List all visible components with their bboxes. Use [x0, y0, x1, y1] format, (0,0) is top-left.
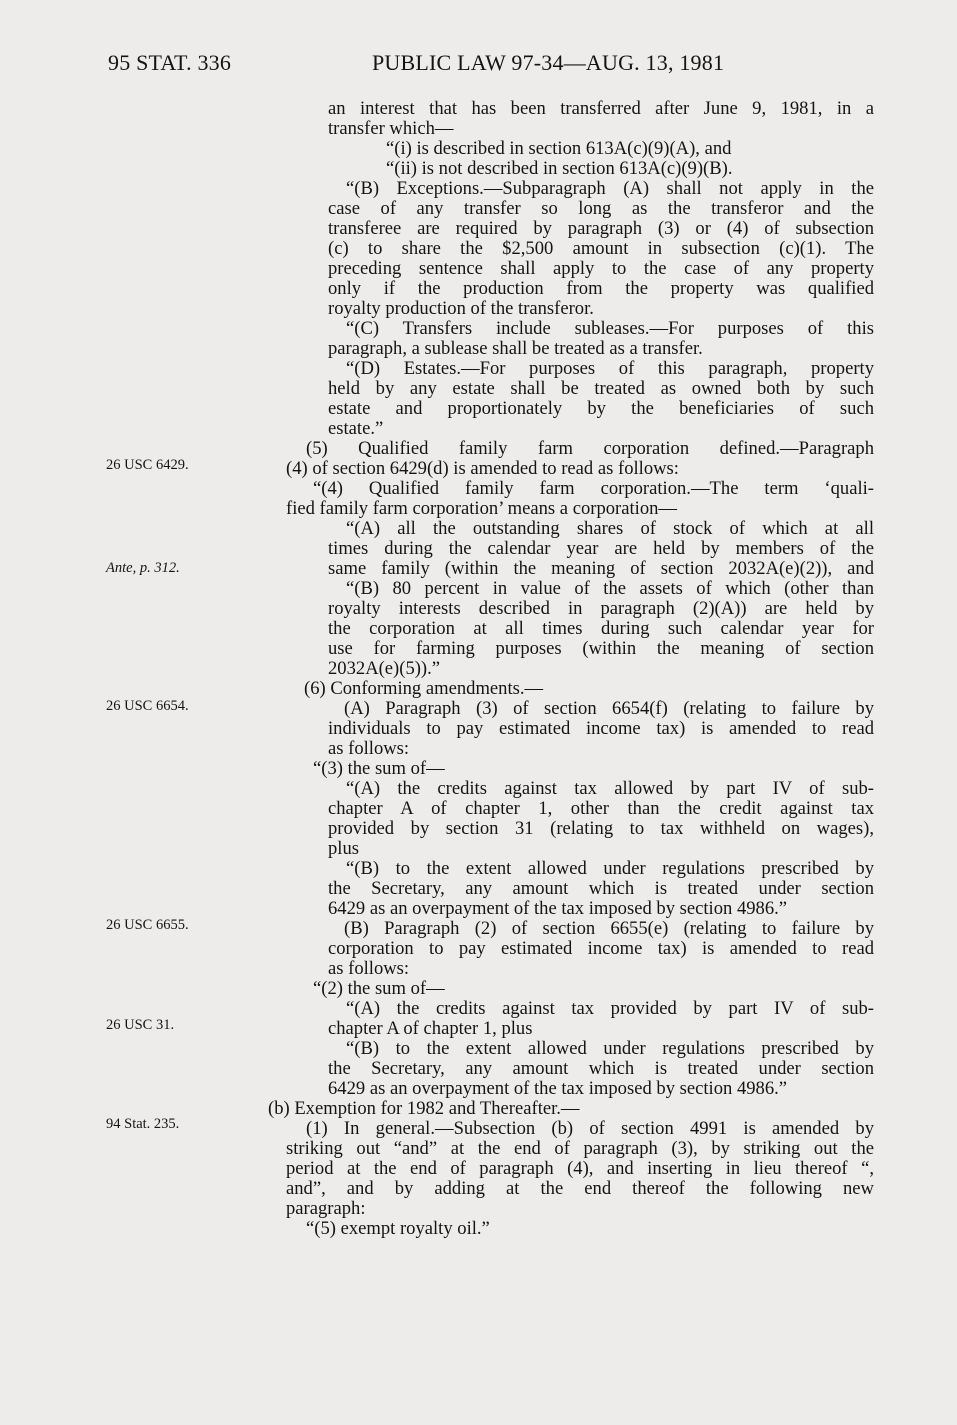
text-line: (6) Conforming amendments.— [304, 678, 544, 699]
margin-note: 26 USC 6429. [106, 457, 189, 473]
text-line: the Secretary, any amount which is treated under section [328, 1058, 874, 1079]
text-line: “(2) the sum of— [313, 978, 445, 999]
text-line: as follows: [328, 738, 410, 759]
text-line: (B) Paragraph (2) of section 6655(e) (relating to failure by [344, 918, 874, 939]
text-line: paragraph, a sublease shall be treated as a transfer. [328, 338, 703, 359]
text-line: transfer which— [328, 118, 454, 139]
text-line: estate.” [328, 418, 384, 439]
text-line: “(B) 80 percent in value of the assets of which (other than [346, 578, 874, 599]
page-stat-number: 95 STAT. 336 [108, 50, 232, 75]
text-line: “(C) Transfers include subleases.—For purposes of this [346, 318, 874, 339]
statute-body [268, 99, 874, 1239]
text-line: striking out “and” at the end of paragraph (3), by striking out the [286, 1138, 874, 1159]
running-header: PUBLIC LAW 97-34—AUG. 13, 1981 [372, 50, 725, 75]
text-line: “(B) to the extent allowed under regulations prescribed by [346, 858, 874, 879]
text-line: chapter A of chapter 1, other than the credit against tax [328, 798, 874, 819]
text-line: an interest that has been transferred after June 9, 1981, in a [328, 98, 874, 119]
text-line: “(B) Exceptions.—Subparagraph (A) shall not apply in the [346, 178, 874, 199]
text-line: 2032A(e)(5)).” [328, 658, 441, 679]
text-line: (A) Paragraph (3) of section 6654(f) (relating to failure by [344, 698, 874, 719]
margin-note: 26 USC 31. [106, 1017, 175, 1033]
text-line: 6429 as an overpayment of the tax imposed by section 4986.” [328, 1078, 788, 1099]
text-line: (c) to share the $2,500 amount in subsection (c)(1). The [328, 238, 874, 259]
text-line: royalty interests described in paragraph (2)(A)) are held by [328, 598, 874, 619]
text-line: “(A) the credits against tax allowed by part IV of sub- [346, 778, 874, 799]
text-line: individuals to pay estimated income tax) is amended to read [328, 718, 874, 739]
text-line: only if the production from the property was qualified [328, 278, 874, 299]
text-line: provided by section 31 (relating to tax withheld on wages), [328, 818, 874, 839]
text-line: fied family farm corporation’ means a corporation— [286, 498, 678, 519]
text-line: case of any transfer so long as the transferor and the [328, 198, 874, 219]
margin-note: 94 Stat. 235. [106, 1116, 180, 1132]
margin-note [106, 560, 180, 577]
text-line: paragraph: [286, 1198, 366, 1219]
text-line: times during the calendar year are held by members of the [328, 538, 874, 559]
text-line: preceding sentence shall apply to the case of any property [328, 258, 874, 279]
text-line: “(5) exempt royalty oil.” [306, 1218, 490, 1239]
text-line: (5) Qualified family farm corporation defined.—Paragraph [306, 438, 874, 459]
text-line: (4) of section 6429(d) is amended to read as follows: [286, 458, 679, 479]
text-line: use for farming purposes (within the meaning of section [328, 638, 874, 659]
text-line: plus [328, 838, 359, 859]
text-line: (1) In general.—Subsection (b) of section 4991 is amended by [306, 1118, 874, 1139]
text-line: corporation to pay estimated income tax) is amended to read [328, 938, 874, 959]
text-line: chapter A of chapter 1, plus [328, 1018, 533, 1039]
text-line: and”, and by adding at the end thereof the following new [286, 1178, 874, 1199]
text-line: held by any estate shall be treated as owned both by such [328, 378, 874, 399]
text-line: estate and proportionately by the beneficiaries of such [328, 398, 874, 419]
text-line: same family (within the meaning of section 2032A(e)(2)), and [328, 558, 874, 579]
text-line: “(4) Qualified family farm corporation.—The term ‘quali- [313, 478, 874, 499]
text-line: “(3) the sum of— [313, 758, 445, 779]
margin-note: 26 USC 6654. [106, 698, 189, 714]
text-line: “(ii) is not described in section 613A(c)(9)(B). [386, 158, 733, 179]
text-line: the corporation at all times during such calendar year for [328, 618, 874, 639]
text-line: royalty production of the transferor. [328, 298, 594, 319]
text-line: 6429 as an overpayment of the tax imposed by section 4986.” [328, 898, 788, 919]
text-line: “(A) all the outstanding shares of stock of which at all [346, 518, 874, 539]
text-line: “(i) is described in section 613A(c)(9)(A), and [386, 138, 732, 159]
text-line: “(D) Estates.—For purposes of this paragraph, property [346, 358, 874, 379]
text-line: as follows: [328, 958, 410, 979]
text-line: “(B) to the extent allowed under regulations prescribed by [346, 1038, 874, 1059]
text-line: the Secretary, any amount which is treated under section [328, 878, 874, 899]
text-line: “(A) the credits against tax provided by part IV of sub- [346, 998, 874, 1019]
text-line: period at the end of paragraph (4), and inserting in lieu thereof “, [286, 1158, 874, 1179]
text-line: transferee are required by paragraph (3) or (4) of subsection [328, 218, 874, 239]
text-line: (b) Exemption for 1982 and Thereafter.— [268, 1098, 580, 1119]
margin-note-text: Ante, p. 312. [106, 560, 180, 576]
margin-note: 26 USC 6655. [106, 917, 189, 933]
